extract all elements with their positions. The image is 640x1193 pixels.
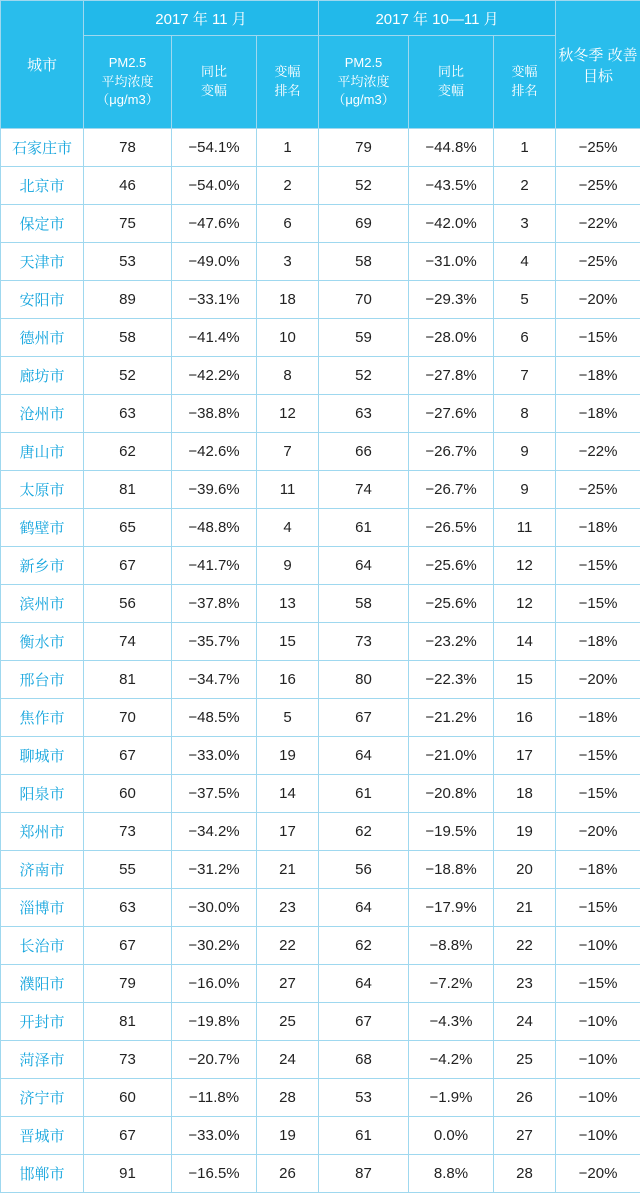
cell-change-octnov: −18.8%	[409, 851, 494, 889]
table-row	[1, 585, 640, 623]
header-pm25-2-line-3: （μg/m3）	[319, 91, 408, 110]
cell-pm25-octnov: 61	[319, 1117, 409, 1155]
cell-rank-octnov: 21	[494, 889, 556, 927]
cell-city: 济南市	[1, 851, 84, 889]
cell-city: 德州市	[1, 319, 84, 357]
cell-pm25-nov: 67	[84, 547, 172, 585]
cell-rank-octnov: 1	[494, 129, 556, 167]
cell-change-octnov: −4.3%	[409, 1003, 494, 1041]
header-pm25-concentration-nov	[84, 36, 172, 129]
cell-rank-octnov: 7	[494, 357, 556, 395]
table-row	[1, 167, 640, 205]
cell-change-nov: −37.8%	[172, 585, 257, 623]
header-pm25-concentration-octnov	[319, 36, 409, 129]
cell-rank-octnov: 16	[494, 699, 556, 737]
cell-change-octnov: −7.2%	[409, 965, 494, 1003]
header-rank-octnov-line-2: 排名	[494, 82, 555, 101]
cell-change-nov: −33.1%	[172, 281, 257, 319]
cell-rank-nov: 2	[257, 167, 319, 205]
cell-rank-nov: 6	[257, 205, 319, 243]
cell-rank-octnov: 25	[494, 1041, 556, 1079]
cell-change-nov: −41.4%	[172, 319, 257, 357]
cell-pm25-octnov: 69	[319, 205, 409, 243]
cell-change-nov: −33.0%	[172, 1117, 257, 1155]
cell-city: 滨州市	[1, 585, 84, 623]
cell-city: 鹤壁市	[1, 509, 84, 547]
cell-pm25-octnov: 64	[319, 889, 409, 927]
cell-city: 邢台市	[1, 661, 84, 699]
cell-change-nov: −49.0%	[172, 243, 257, 281]
header-change-rank-octnov	[494, 36, 556, 129]
cell-goal: −18%	[556, 623, 640, 661]
cell-rank-octnov: 4	[494, 243, 556, 281]
cell-rank-nov: 28	[257, 1079, 319, 1117]
cell-rank-nov: 1	[257, 129, 319, 167]
cell-rank-octnov: 26	[494, 1079, 556, 1117]
cell-change-nov: −48.8%	[172, 509, 257, 547]
cell-change-octnov: −8.8%	[409, 927, 494, 965]
header-goal-line-2: 改善目标	[583, 47, 638, 85]
table-row	[1, 927, 640, 965]
table-row	[1, 319, 640, 357]
header-pm25-line-2: 平均浓度	[84, 73, 171, 92]
table-row	[1, 1003, 640, 1041]
cell-goal: −18%	[556, 395, 640, 433]
cell-city: 安阳市	[1, 281, 84, 319]
cell-pm25-nov: 56	[84, 585, 172, 623]
cell-pm25-octnov: 63	[319, 395, 409, 433]
cell-goal: −15%	[556, 737, 640, 775]
header-goal-line-1: 秋冬季	[558, 47, 603, 64]
cell-pm25-octnov: 74	[319, 471, 409, 509]
cell-pm25-nov: 89	[84, 281, 172, 319]
cell-change-octnov: −20.8%	[409, 775, 494, 813]
cell-pm25-octnov: 67	[319, 1003, 409, 1041]
cell-city: 太原市	[1, 471, 84, 509]
cell-change-octnov: −19.5%	[409, 813, 494, 851]
cell-change-octnov: −42.0%	[409, 205, 494, 243]
cell-pm25-octnov: 52	[319, 167, 409, 205]
header-period-november: 2017 年 11 月	[84, 1, 319, 36]
cell-rank-nov: 13	[257, 585, 319, 623]
cell-city: 石家庄市	[1, 129, 84, 167]
header-change-nov-line-2: 变幅	[172, 82, 256, 101]
table-row	[1, 547, 640, 585]
cell-pm25-nov: 78	[84, 129, 172, 167]
cell-pm25-octnov: 56	[319, 851, 409, 889]
cell-rank-nov: 23	[257, 889, 319, 927]
cell-pm25-nov: 46	[84, 167, 172, 205]
cell-rank-octnov: 5	[494, 281, 556, 319]
table-row	[1, 509, 640, 547]
cell-goal: −15%	[556, 547, 640, 585]
header-yoy-change-nov	[172, 36, 257, 129]
cell-pm25-nov: 58	[84, 319, 172, 357]
table-row	[1, 851, 640, 889]
cell-rank-octnov: 8	[494, 395, 556, 433]
cell-change-octnov: −28.0%	[409, 319, 494, 357]
cell-change-nov: −48.5%	[172, 699, 257, 737]
header-rank-octnov-line-1: 变幅	[494, 63, 555, 82]
cell-pm25-octnov: 58	[319, 585, 409, 623]
cell-goal: −15%	[556, 319, 640, 357]
cell-goal: −25%	[556, 167, 640, 205]
cell-pm25-octnov: 52	[319, 357, 409, 395]
table-row	[1, 433, 640, 471]
header-pm25-line-1: PM2.5	[84, 54, 171, 73]
cell-rank-nov: 7	[257, 433, 319, 471]
cell-rank-nov: 14	[257, 775, 319, 813]
cell-city: 菏泽市	[1, 1041, 84, 1079]
cell-change-nov: −30.0%	[172, 889, 257, 927]
cell-rank-octnov: 18	[494, 775, 556, 813]
cell-change-nov: −20.7%	[172, 1041, 257, 1079]
cell-rank-octnov: 20	[494, 851, 556, 889]
cell-change-octnov: −26.7%	[409, 471, 494, 509]
cell-change-octnov: −44.8%	[409, 129, 494, 167]
cell-rank-nov: 5	[257, 699, 319, 737]
cell-goal: −15%	[556, 889, 640, 927]
cell-change-nov: −54.0%	[172, 167, 257, 205]
cell-rank-nov: 12	[257, 395, 319, 433]
header-change-nov-line-1: 同比	[172, 63, 256, 82]
cell-rank-octnov: 28	[494, 1155, 556, 1193]
cell-goal: −20%	[556, 1155, 640, 1193]
cell-goal: −25%	[556, 471, 640, 509]
cell-change-octnov: 8.8%	[409, 1155, 494, 1193]
cell-pm25-nov: 79	[84, 965, 172, 1003]
cell-pm25-octnov: 64	[319, 737, 409, 775]
table-row	[1, 243, 640, 281]
table-row	[1, 661, 640, 699]
cell-rank-nov: 21	[257, 851, 319, 889]
table-row	[1, 395, 640, 433]
cell-pm25-nov: 74	[84, 623, 172, 661]
table-row	[1, 775, 640, 813]
cell-change-nov: −16.5%	[172, 1155, 257, 1193]
cell-rank-nov: 19	[257, 737, 319, 775]
cell-pm25-nov: 75	[84, 205, 172, 243]
cell-pm25-octnov: 66	[319, 433, 409, 471]
cell-city: 晋城市	[1, 1117, 84, 1155]
table-row	[1, 1155, 640, 1193]
cell-pm25-nov: 52	[84, 357, 172, 395]
cell-change-octnov: −4.2%	[409, 1041, 494, 1079]
header-autumn-winter-goal	[556, 1, 640, 129]
cell-change-octnov: −26.5%	[409, 509, 494, 547]
cell-rank-nov: 10	[257, 319, 319, 357]
cell-change-octnov: −26.7%	[409, 433, 494, 471]
cell-change-octnov: −1.9%	[409, 1079, 494, 1117]
cell-rank-nov: 19	[257, 1117, 319, 1155]
cell-change-nov: −38.8%	[172, 395, 257, 433]
cell-rank-nov: 11	[257, 471, 319, 509]
cell-change-octnov: −22.3%	[409, 661, 494, 699]
cell-change-nov: −47.6%	[172, 205, 257, 243]
cell-pm25-nov: 81	[84, 661, 172, 699]
cell-change-nov: −16.0%	[172, 965, 257, 1003]
cell-city: 济宁市	[1, 1079, 84, 1117]
header-change-octnov-line-2: 变幅	[409, 82, 493, 101]
cell-pm25-nov: 81	[84, 471, 172, 509]
header-rank-nov-line-2: 排名	[257, 82, 318, 101]
cell-pm25-nov: 73	[84, 813, 172, 851]
cell-rank-nov: 16	[257, 661, 319, 699]
cell-change-octnov: −27.8%	[409, 357, 494, 395]
cell-change-nov: −19.8%	[172, 1003, 257, 1041]
cell-rank-nov: 22	[257, 927, 319, 965]
table-row	[1, 281, 640, 319]
cell-rank-octnov: 27	[494, 1117, 556, 1155]
cell-change-octnov: 0.0%	[409, 1117, 494, 1155]
cell-rank-octnov: 24	[494, 1003, 556, 1041]
cell-change-nov: −54.1%	[172, 129, 257, 167]
cell-city: 焦作市	[1, 699, 84, 737]
cell-goal: −10%	[556, 1041, 640, 1079]
cell-city: 濮阳市	[1, 965, 84, 1003]
header-pm25-2-line-2: 平均浓度	[319, 73, 408, 92]
cell-change-octnov: −23.2%	[409, 623, 494, 661]
table-row	[1, 471, 640, 509]
cell-city: 唐山市	[1, 433, 84, 471]
cell-city: 沧州市	[1, 395, 84, 433]
cell-pm25-octnov: 70	[319, 281, 409, 319]
header-change-octnov-line-1: 同比	[409, 63, 493, 82]
cell-goal: −15%	[556, 585, 640, 623]
cell-change-nov: −35.7%	[172, 623, 257, 661]
cell-rank-octnov: 2	[494, 167, 556, 205]
cell-pm25-octnov: 64	[319, 965, 409, 1003]
cell-rank-nov: 26	[257, 1155, 319, 1193]
header-yoy-change-octnov	[409, 36, 494, 129]
cell-change-octnov: −21.0%	[409, 737, 494, 775]
cell-goal: −25%	[556, 243, 640, 281]
cell-rank-octnov: 14	[494, 623, 556, 661]
cell-rank-nov: 9	[257, 547, 319, 585]
table-body	[1, 129, 640, 1193]
cell-rank-octnov: 3	[494, 205, 556, 243]
cell-change-nov: −31.2%	[172, 851, 257, 889]
cell-pm25-nov: 53	[84, 243, 172, 281]
cell-pm25-nov: 81	[84, 1003, 172, 1041]
cell-rank-octnov: 6	[494, 319, 556, 357]
table-row	[1, 699, 640, 737]
header-pm25-line-3: （μg/m3）	[84, 91, 171, 110]
table-header	[1, 1, 640, 129]
cell-city: 天津市	[1, 243, 84, 281]
cell-change-octnov: −25.6%	[409, 547, 494, 585]
cell-goal: −20%	[556, 281, 640, 319]
cell-change-nov: −30.2%	[172, 927, 257, 965]
cell-change-octnov: −29.3%	[409, 281, 494, 319]
header-change-rank-nov	[257, 36, 319, 129]
cell-city: 聊城市	[1, 737, 84, 775]
cell-rank-nov: 24	[257, 1041, 319, 1079]
header-rank-nov-line-1: 变幅	[257, 63, 318, 82]
cell-pm25-nov: 70	[84, 699, 172, 737]
table-row	[1, 129, 640, 167]
cell-goal: −22%	[556, 205, 640, 243]
cell-goal: −10%	[556, 1079, 640, 1117]
cell-change-octnov: −31.0%	[409, 243, 494, 281]
cell-goal: −18%	[556, 509, 640, 547]
cell-pm25-nov: 67	[84, 927, 172, 965]
table-row	[1, 965, 640, 1003]
cell-pm25-octnov: 53	[319, 1079, 409, 1117]
cell-city: 郑州市	[1, 813, 84, 851]
table-row	[1, 813, 640, 851]
cell-city: 北京市	[1, 167, 84, 205]
cell-pm25-nov: 73	[84, 1041, 172, 1079]
cell-change-octnov: −43.5%	[409, 167, 494, 205]
cell-rank-octnov: 12	[494, 585, 556, 623]
cell-change-octnov: −17.9%	[409, 889, 494, 927]
cell-pm25-nov: 65	[84, 509, 172, 547]
cell-goal: −10%	[556, 1117, 640, 1155]
table-row	[1, 889, 640, 927]
cell-pm25-nov: 63	[84, 395, 172, 433]
cell-change-nov: −42.2%	[172, 357, 257, 395]
cell-pm25-octnov: 67	[319, 699, 409, 737]
cell-pm25-nov: 63	[84, 889, 172, 927]
header-group-row	[1, 1, 640, 36]
cell-goal: −18%	[556, 357, 640, 395]
header-city: 城市	[1, 1, 84, 129]
cell-pm25-octnov: 61	[319, 509, 409, 547]
cell-pm25-nov: 67	[84, 737, 172, 775]
cell-pm25-octnov: 79	[319, 129, 409, 167]
cell-change-nov: −41.7%	[172, 547, 257, 585]
cell-goal: −18%	[556, 851, 640, 889]
table-row	[1, 1117, 640, 1155]
cell-city: 长治市	[1, 927, 84, 965]
table-row	[1, 205, 640, 243]
cell-city: 开封市	[1, 1003, 84, 1041]
cell-city: 衡水市	[1, 623, 84, 661]
cell-city: 新乡市	[1, 547, 84, 585]
cell-change-octnov: −27.6%	[409, 395, 494, 433]
cell-rank-octnov: 12	[494, 547, 556, 585]
cell-pm25-octnov: 64	[319, 547, 409, 585]
cell-rank-octnov: 19	[494, 813, 556, 851]
cell-rank-octnov: 23	[494, 965, 556, 1003]
cell-rank-octnov: 9	[494, 471, 556, 509]
cell-rank-octnov: 22	[494, 927, 556, 965]
cell-city: 保定市	[1, 205, 84, 243]
cell-change-octnov: −21.2%	[409, 699, 494, 737]
cell-pm25-nov: 55	[84, 851, 172, 889]
cell-change-nov: −39.6%	[172, 471, 257, 509]
cell-goal: −10%	[556, 927, 640, 965]
cell-rank-nov: 15	[257, 623, 319, 661]
cell-pm25-octnov: 62	[319, 813, 409, 851]
cell-rank-nov: 17	[257, 813, 319, 851]
cell-rank-octnov: 11	[494, 509, 556, 547]
cell-pm25-nov: 91	[84, 1155, 172, 1193]
cell-city: 淄博市	[1, 889, 84, 927]
header-pm25-2-line-1: PM2.5	[319, 54, 408, 73]
header-sub-row	[1, 36, 640, 129]
cell-goal: −25%	[556, 129, 640, 167]
cell-pm25-octnov: 80	[319, 661, 409, 699]
cell-change-nov: −34.7%	[172, 661, 257, 699]
cell-pm25-octnov: 61	[319, 775, 409, 813]
cell-city: 邯郸市	[1, 1155, 84, 1193]
cell-change-nov: −42.6%	[172, 433, 257, 471]
cell-pm25-nov: 60	[84, 1079, 172, 1117]
cell-pm25-octnov: 59	[319, 319, 409, 357]
cell-pm25-octnov: 68	[319, 1041, 409, 1079]
cell-pm25-octnov: 73	[319, 623, 409, 661]
cell-change-nov: −37.5%	[172, 775, 257, 813]
cell-pm25-octnov: 87	[319, 1155, 409, 1193]
cell-rank-nov: 25	[257, 1003, 319, 1041]
cell-goal: −18%	[556, 699, 640, 737]
header-period-october-november: 2017 年 10—11 月	[319, 1, 556, 36]
cell-city: 阳泉市	[1, 775, 84, 813]
cell-rank-nov: 27	[257, 965, 319, 1003]
cell-pm25-nov: 62	[84, 433, 172, 471]
cell-pm25-nov: 67	[84, 1117, 172, 1155]
cell-rank-nov: 18	[257, 281, 319, 319]
table-row	[1, 737, 640, 775]
cell-goal: −20%	[556, 813, 640, 851]
cell-rank-octnov: 9	[494, 433, 556, 471]
cell-rank-nov: 4	[257, 509, 319, 547]
cell-goal: −15%	[556, 965, 640, 1003]
cell-pm25-octnov: 62	[319, 927, 409, 965]
table-row	[1, 623, 640, 661]
cell-goal: −10%	[556, 1003, 640, 1041]
cell-goal: −20%	[556, 661, 640, 699]
cell-goal: −22%	[556, 433, 640, 471]
cell-change-nov: −11.8%	[172, 1079, 257, 1117]
cell-rank-nov: 8	[257, 357, 319, 395]
table-row	[1, 357, 640, 395]
cell-change-nov: −34.2%	[172, 813, 257, 851]
cell-rank-octnov: 17	[494, 737, 556, 775]
cell-rank-nov: 3	[257, 243, 319, 281]
cell-change-octnov: −25.6%	[409, 585, 494, 623]
cell-goal: −15%	[556, 775, 640, 813]
table-row	[1, 1041, 640, 1079]
cell-pm25-nov: 60	[84, 775, 172, 813]
cell-rank-octnov: 15	[494, 661, 556, 699]
cell-city: 廊坊市	[1, 357, 84, 395]
cell-change-nov: −33.0%	[172, 737, 257, 775]
cell-pm25-octnov: 58	[319, 243, 409, 281]
